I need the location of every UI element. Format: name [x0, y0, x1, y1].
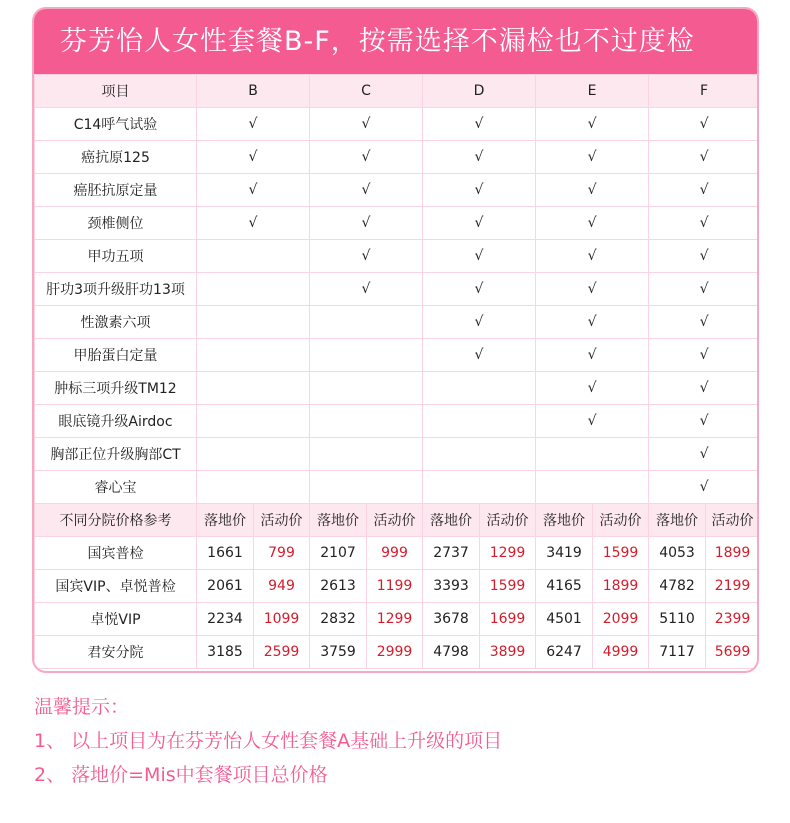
package-card — [32, 7, 759, 673]
table-row — [35, 240, 760, 273]
tips-section — [34, 690, 502, 792]
check-cell — [197, 372, 310, 405]
check-cell: √ — [649, 372, 759, 405]
check-cell: √ — [536, 108, 649, 141]
branch-name: 卓悦VIP — [35, 603, 197, 636]
check-cell — [423, 471, 536, 504]
check-cell: √ — [310, 273, 423, 306]
branch-name: 国宾普检 — [35, 537, 197, 570]
header-item: 项目 — [35, 75, 197, 108]
promo-price: 1599 — [480, 570, 536, 603]
check-cell: √ — [423, 273, 536, 306]
check-cell — [197, 471, 310, 504]
table-row — [35, 141, 760, 174]
price-label: 活动价 — [593, 504, 649, 537]
promo-price: 2399 — [706, 603, 759, 636]
check-cell — [423, 438, 536, 471]
list-price: 4165 — [536, 570, 593, 603]
price-header: 不同分院价格参考 — [35, 504, 197, 537]
price-row — [35, 570, 760, 603]
check-cell: √ — [310, 141, 423, 174]
list-price: 4501 — [536, 603, 593, 636]
check-cell: √ — [536, 240, 649, 273]
price-label: 活动价 — [706, 504, 759, 537]
promo-price: 1099 — [254, 603, 310, 636]
table-row — [35, 372, 760, 405]
check-cell: √ — [423, 207, 536, 240]
check-cell: √ — [536, 273, 649, 306]
price-label: 落地价 — [649, 504, 706, 537]
check-cell: √ — [649, 405, 759, 438]
item-name: 肿标三项升级TM12 — [35, 372, 197, 405]
list-price: 7117 — [649, 636, 706, 669]
check-cell: √ — [423, 141, 536, 174]
list-price: 6247 — [536, 636, 593, 669]
promo-price: 5699 — [706, 636, 759, 669]
price-label: 活动价 — [367, 504, 423, 537]
check-cell: √ — [649, 306, 759, 339]
list-price: 4798 — [423, 636, 480, 669]
check-cell: √ — [310, 108, 423, 141]
check-cell: √ — [423, 240, 536, 273]
item-name: 甲功五项 — [35, 240, 197, 273]
package-header: F — [649, 75, 759, 108]
promo-price: 4999 — [593, 636, 649, 669]
table-row — [35, 438, 760, 471]
promo-price: 3899 — [480, 636, 536, 669]
check-cell: √ — [536, 207, 649, 240]
check-cell — [536, 438, 649, 471]
check-cell — [423, 372, 536, 405]
branch-name: 国宾VIP、卓悦普检 — [35, 570, 197, 603]
price-label: 活动价 — [254, 504, 310, 537]
promo-price: 2999 — [367, 636, 423, 669]
list-price: 2613 — [310, 570, 367, 603]
list-price: 5110 — [649, 603, 706, 636]
check-cell — [310, 306, 423, 339]
table-header-row — [35, 75, 760, 108]
page-title: 芬芳怡人女性套餐B-F，按需选择不漏检也不过度检 — [34, 9, 757, 74]
check-cell: √ — [197, 207, 310, 240]
check-cell: √ — [649, 108, 759, 141]
price-label: 落地价 — [536, 504, 593, 537]
promo-price: 1299 — [480, 537, 536, 570]
package-header: C — [310, 75, 423, 108]
list-price: 4782 — [649, 570, 706, 603]
check-cell: √ — [423, 306, 536, 339]
table-row — [35, 108, 760, 141]
check-cell: √ — [310, 240, 423, 273]
promo-price: 799 — [254, 537, 310, 570]
check-cell: √ — [197, 108, 310, 141]
item-name: 胸部正位升级胸部CT — [35, 438, 197, 471]
promo-price: 1699 — [480, 603, 536, 636]
list-price: 2234 — [197, 603, 254, 636]
check-cell — [197, 306, 310, 339]
check-cell: √ — [649, 339, 759, 372]
table-row — [35, 174, 760, 207]
check-cell: √ — [536, 339, 649, 372]
price-label: 活动价 — [480, 504, 536, 537]
package-header: D — [423, 75, 536, 108]
check-cell: √ — [649, 438, 759, 471]
item-name: 肝功3项升级肝功13项 — [35, 273, 197, 306]
check-cell — [310, 471, 423, 504]
item-name: 性激素六项 — [35, 306, 197, 339]
check-cell: √ — [649, 174, 759, 207]
check-cell: √ — [649, 207, 759, 240]
list-price: 3419 — [536, 537, 593, 570]
price-row — [35, 636, 760, 669]
check-cell — [197, 240, 310, 273]
promo-price: 2099 — [593, 603, 649, 636]
check-cell: √ — [423, 174, 536, 207]
list-price: 3393 — [423, 570, 480, 603]
branch-name: 君安分院 — [35, 636, 197, 669]
price-label: 落地价 — [310, 504, 367, 537]
promo-price: 999 — [367, 537, 423, 570]
table-row — [35, 339, 760, 372]
list-price: 3678 — [423, 603, 480, 636]
promo-price: 1299 — [367, 603, 423, 636]
check-cell — [197, 339, 310, 372]
list-price: 4053 — [649, 537, 706, 570]
list-price: 2107 — [310, 537, 367, 570]
table-row — [35, 306, 760, 339]
price-row — [35, 537, 760, 570]
package-header: E — [536, 75, 649, 108]
item-name: 颈椎侧位 — [35, 207, 197, 240]
check-cell — [197, 438, 310, 471]
promo-price: 1599 — [593, 537, 649, 570]
promo-price: 949 — [254, 570, 310, 603]
price-header-row — [35, 504, 760, 537]
list-price: 3185 — [197, 636, 254, 669]
check-cell: √ — [536, 141, 649, 174]
item-name: 眼底镜升级Airdoc — [35, 405, 197, 438]
package-table — [34, 74, 759, 669]
item-name: 睿心宝 — [35, 471, 197, 504]
check-cell — [310, 339, 423, 372]
check-cell — [536, 471, 649, 504]
list-price: 2061 — [197, 570, 254, 603]
price-label: 落地价 — [197, 504, 254, 537]
check-cell: √ — [536, 174, 649, 207]
item-name: 癌胚抗原定量 — [35, 174, 197, 207]
table-row — [35, 405, 760, 438]
check-cell: √ — [649, 471, 759, 504]
tip-line: 1、 以上项目为在芬芳怡人女性套餐A基础上升级的项目 — [34, 730, 503, 752]
package-header: B — [197, 75, 310, 108]
check-cell: √ — [423, 108, 536, 141]
check-cell — [310, 405, 423, 438]
item-name: 癌抗原125 — [35, 141, 197, 174]
item-name: C14呼气试验 — [35, 108, 197, 141]
promo-price: 1899 — [593, 570, 649, 603]
list-price: 3759 — [310, 636, 367, 669]
check-cell: √ — [310, 207, 423, 240]
check-cell — [310, 438, 423, 471]
check-cell: √ — [536, 405, 649, 438]
price-label: 落地价 — [423, 504, 480, 537]
check-cell: √ — [310, 174, 423, 207]
check-cell — [310, 372, 423, 405]
check-cell — [423, 405, 536, 438]
check-cell: √ — [536, 372, 649, 405]
table-row — [35, 471, 760, 504]
tips-heading: 温馨提示： — [34, 696, 130, 718]
table-row — [35, 207, 760, 240]
check-cell — [197, 273, 310, 306]
item-name: 甲胎蛋白定量 — [35, 339, 197, 372]
list-price: 2737 — [423, 537, 480, 570]
list-price: 2832 — [310, 603, 367, 636]
check-cell: √ — [649, 240, 759, 273]
tip-line: 2、 落地价=Mis中套餐项目总价格 — [34, 764, 328, 786]
check-cell: √ — [423, 339, 536, 372]
promo-price: 1899 — [706, 537, 759, 570]
promo-price: 2199 — [706, 570, 759, 603]
promo-price: 2599 — [254, 636, 310, 669]
check-cell: √ — [649, 141, 759, 174]
promo-price: 1199 — [367, 570, 423, 603]
price-row — [35, 603, 760, 636]
check-cell: √ — [649, 273, 759, 306]
check-cell: √ — [536, 306, 649, 339]
check-cell: √ — [197, 174, 310, 207]
check-cell: √ — [197, 141, 310, 174]
check-cell — [197, 405, 310, 438]
table-row — [35, 273, 760, 306]
list-price: 1661 — [197, 537, 254, 570]
